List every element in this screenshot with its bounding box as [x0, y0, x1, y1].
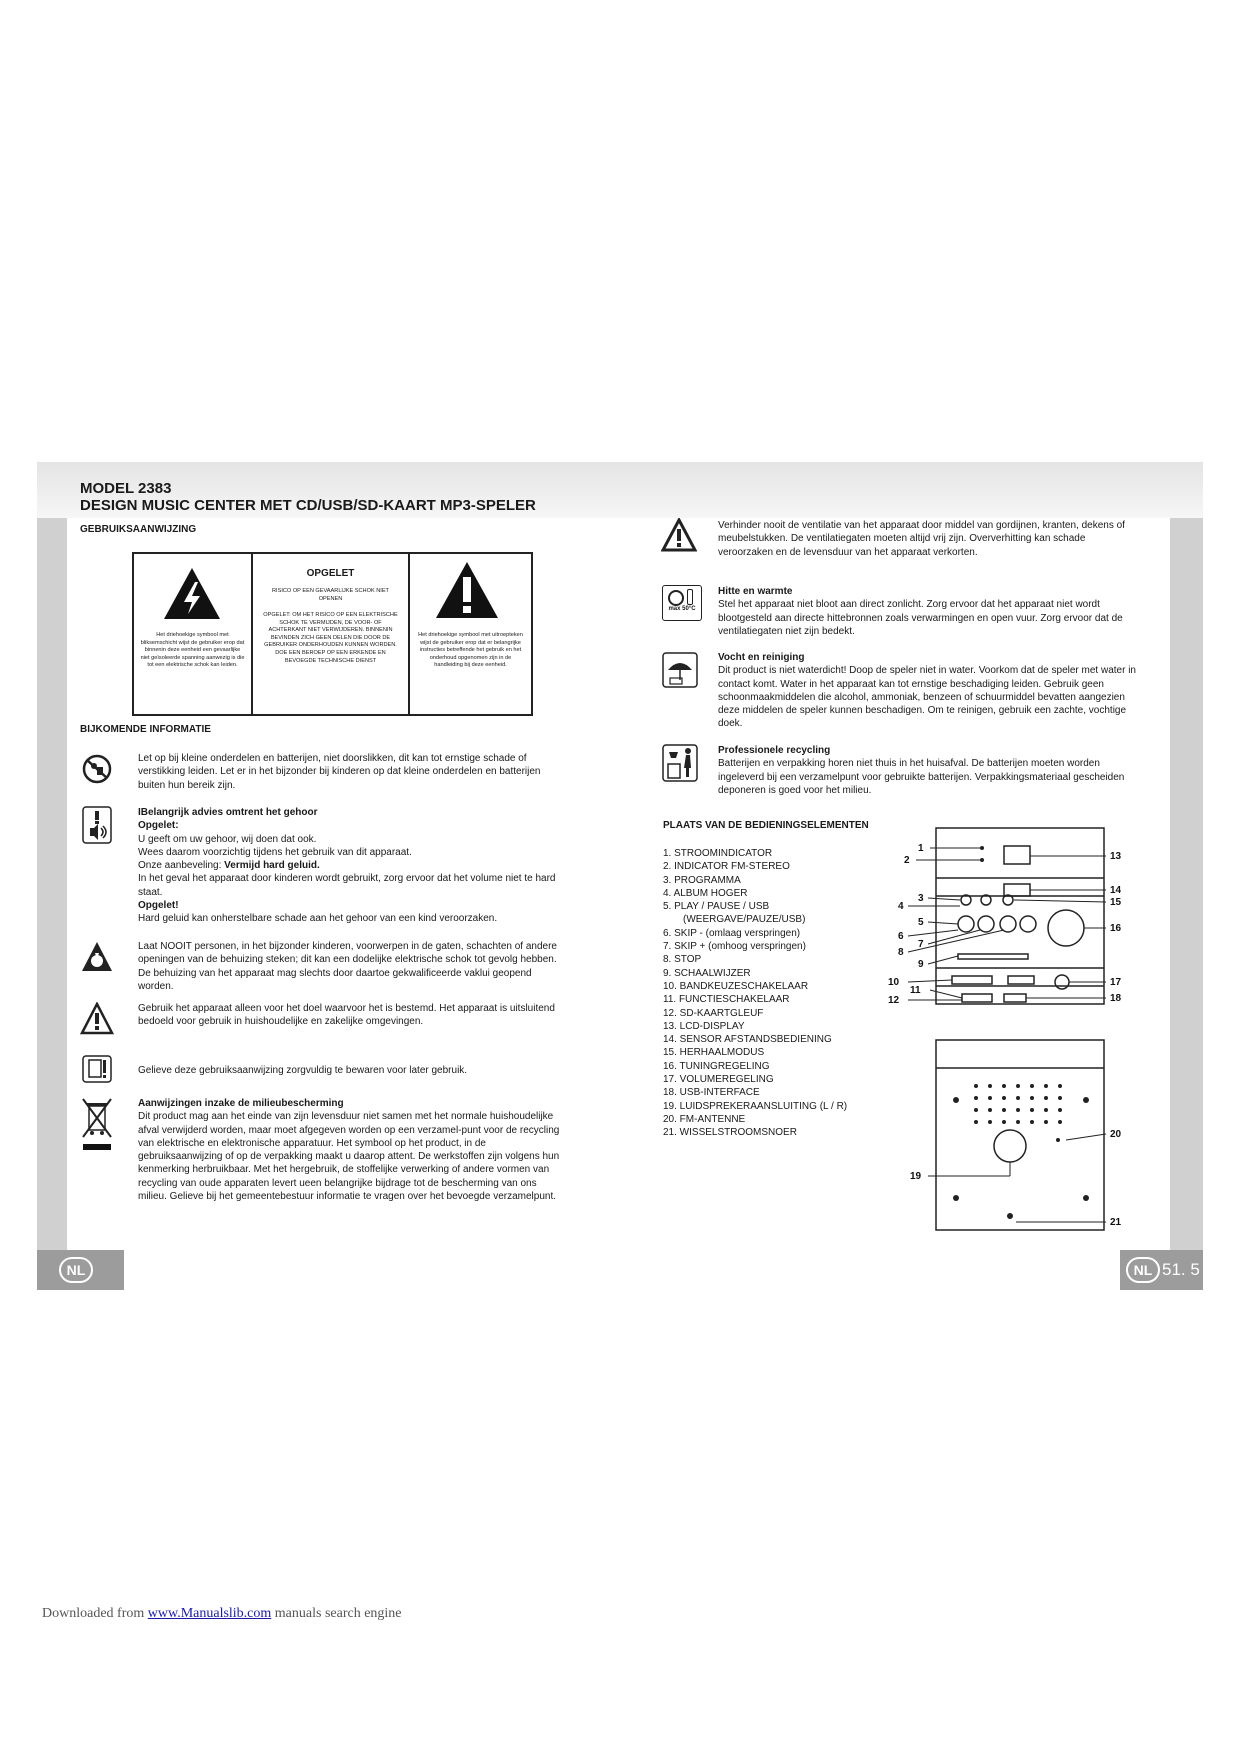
caution-line-2: OPGELET: OM HET RISICO OP EEN ELEKTRISCHE SCHOK TE VERMIJDEN, DE VOOR- OF ACHTERKANT NIET VERWIJDEREN. BINNENIN BEVINDEN ZICH GEEN DELEN DIE DOOR DE GEBRUIKER ONDERHOUDEN KUNNEN WORDEN. DOE EEN BEROEP OP EEN ERKENDE EN BEVOEGDE TECHNISCHE DIENST [263, 612, 398, 664]
list-item: 14. SENSOR AFSTANDSBEDIENING [663, 1034, 832, 1046]
environment-block [138, 1097, 568, 1203]
nl-language-badge: NL [59, 1257, 93, 1283]
list-item: 3. PROGRAMMA [663, 874, 741, 886]
callout-21: 21 [1110, 1217, 1122, 1228]
manual-book-icon [82, 1055, 112, 1083]
recycling-icon [662, 744, 698, 782]
product-name: DESIGN MUSIC CENTER MET CD/USB/SD-KAART MP3-SPELER [80, 497, 536, 514]
nl-language-badge: NL [1126, 1257, 1160, 1283]
hearing-line: In het geval het apparaat door kinderen wordt gebruikt, zorg ervoor dat het volume niet te hard staat. [138, 873, 556, 898]
list-item: 6. SKIP - (omlaag verspringen) [663, 927, 801, 939]
callout-19: 19 [910, 1171, 922, 1182]
electric-shock-warning-icon [80, 940, 114, 974]
safety-warning-box [132, 552, 533, 716]
list-item: 7. SKIP + (omhoog verspringen) [663, 941, 806, 953]
exclamation-warning-cell [410, 554, 531, 714]
moisture-block [718, 651, 1140, 731]
hearing-line: U geeft om uw gehoor, wij doen dat ook. [138, 833, 317, 845]
hearing-warning-icon [82, 806, 112, 844]
callout-6: 6 [898, 931, 904, 942]
list-item: 21. WISSELSTROOMSNOER [663, 1127, 797, 1139]
heat-temperature-icon [662, 585, 702, 621]
controls-list [663, 847, 847, 1140]
callout-8: 8 [898, 947, 904, 958]
list-item: 10. BANDKEUZESCHAKELAAR [663, 980, 809, 992]
callout-2: 2 [904, 855, 910, 866]
caution-text-cell [253, 554, 410, 714]
model-number: MODEL 2383 [80, 480, 172, 497]
lightning-warning-cell [134, 554, 253, 714]
callout-15: 15 [1110, 897, 1122, 908]
list-item: 11. FUNCTIESCHAKELAAR [663, 994, 790, 1006]
recycle-text: Batterijen en verpakking horen niet thuis in het huisafval. De batterijen moeten worden ingeleverd bij een verzamelpunt voor gebruikte batterijen. Verpakkingsmateriaal gescheiden deponeren is goed voor het milieu. [718, 758, 1125, 796]
left-side-band [37, 518, 67, 1263]
hearing-recommendation: Onze aanbeveling: Vermijd hard geluid. [138, 860, 320, 872]
callout-20: 20 [1110, 1129, 1122, 1140]
list-item: 2. INDICATOR FM-STEREO [663, 861, 790, 873]
extra-info-heading: BIJKOMENDE INFORMATIE [80, 724, 211, 735]
ventilation-warning-icon [661, 518, 697, 552]
callout-18: 18 [1110, 993, 1122, 1004]
ventilation-text: Verhinder nooit de ventilatie van het apparaat door middel van gordijnen, kranten, dekens of meubelstukken. De ventilatiegaten moeten altijd vrij zijn. Oververhitting kan schade veroorzaken en de levensduur van het apparaat verkorten. [718, 520, 1125, 558]
lightning-triangle-icon [162, 566, 222, 621]
small-parts-text: Let op bij kleine onderdelen en batterijen, niet doorslikken, dit kan tot ernstige schade of verstikking leiden. Let er in het bijzonder bij kinderen op dat kleine onderdelen en batterijen buiten hun bereik zijn. [138, 753, 541, 791]
moisture-umbrella-icon [662, 652, 698, 688]
device-controls-diagram [870, 818, 1135, 1238]
list-item: 9. SCHAALWIJZER [663, 967, 751, 979]
moisture-text: Dit product is niet waterdicht! Doop de speler niet in water. Voorkom dat de speler met water in contact komt. Water in het apparaat kan tot ernstige beschadiging leiden. Gebruik geen schoonmaakmiddelen die alcohol, ammoniak, benzeen of schuurmiddel bevatten aangezien deze middelen de speler kunnen beschadigen. Om te reinigen, gebruik een zachte, vochtige doek. [718, 665, 1136, 730]
recycle-title: Professionele recycling [718, 745, 831, 756]
hearing-advice-block [138, 806, 578, 926]
hearing-caution-label: Opgelet! [138, 900, 179, 912]
list-item: 1. STROOMINDICATOR [663, 848, 773, 859]
lightning-caption: Het driehoekige symbool met bliksemschicht wijst de gebruiker erop dat binnenin deze eenheid een gevaarlijke niet geïsoleerde spanning aanwezig is die tot een elektrische schok kan leiden. [140, 632, 245, 669]
never-insert-text: Laat NOOIT personen, in het bijzonder kinderen, voorwerpen in de gaten, schachten of andere openingen van de behuizing steken; dit kan een dodelijke elektrische schok tot gevolg hebben. De behuizing van het apparaat mag slechts door daartoe gekwalificeerde vaklui geopend worden. [138, 941, 557, 992]
download-footer: Downloaded from www.Manualslib.com manuals search engine [42, 1606, 402, 1621]
section-heading: GEBRUIKSAANWIJZING [80, 524, 197, 535]
intended-use-text: Gebruik het apparaat alleen voor het doel waarvoor het is bestemd. Het apparaat is uitsluitend bedoeld voor gebruik in huishoudelijke en zakelijke omgevingen. [138, 1003, 555, 1028]
list-item: 16. TUNINGREGELING [663, 1060, 770, 1072]
callout-9: 9 [918, 959, 924, 970]
list-item: 5. PLAY / PAUSE / USB [663, 901, 770, 913]
footer-band-left [37, 1250, 124, 1290]
recycle-block [718, 744, 1140, 797]
callout-12: 12 [888, 995, 900, 1006]
right-side-band [1170, 518, 1203, 1263]
callout-7: 7 [918, 939, 924, 950]
hearing-caution-label: Opgelet: [138, 820, 179, 832]
no-swallow-icon [82, 752, 112, 786]
callout-16: 16 [1110, 923, 1122, 934]
list-item: 18. USB-INTERFACE [663, 1087, 760, 1099]
page-title [80, 480, 536, 514]
callout-4: 4 [898, 901, 904, 912]
environment-title: Aanwijzingen inzake de milieubescherming [138, 1098, 344, 1109]
list-item: 13. LCD-DISPLAY [663, 1020, 745, 1032]
manualslib-link[interactable]: www.Manualslib.com [147, 1606, 272, 1621]
heat-text: Stel het apparaat niet bloot aan direct zonlicht. Zorg ervoor dat het apparaat niet wordt blootgesteld aan directe hittebronnen zoals verwarmingen en open vuur. Zorg ervoor dat de ventilatiegaten niet zijn bedekt. [718, 599, 1123, 637]
callout-14: 14 [1110, 885, 1122, 896]
callout-13: 13 [1110, 851, 1122, 862]
controls-heading: PLAATS VAN DE BEDIENINGSELEMENTEN [663, 820, 869, 831]
page-number: 51. 5 [1162, 1260, 1200, 1279]
list-item: 12. SD-KAARTGLEUF [663, 1007, 764, 1019]
heat-block [718, 585, 1138, 638]
list-item: 20. FM-ANTENNE [663, 1113, 746, 1125]
hearing-line: Wees daarom voorzichtig tijdens het gebruik van dit apparaat. [138, 846, 412, 858]
max-temperature-label: max 50°C [668, 606, 696, 612]
list-item: 19. LUIDSPREKERAANSLUITING (L / R) [663, 1100, 848, 1112]
heat-title: Hitte en warmte [718, 586, 793, 597]
callout-5: 5 [918, 917, 924, 928]
callout-3: 3 [918, 893, 924, 904]
list-item: 15. HERHAALMODUS [663, 1047, 765, 1059]
callout-1: 1 [918, 843, 924, 854]
exclamation-caption: Het driehoekige symbool met uitroepteken wijst de gebruiker erop dat er belangrijke instructies betreffende het gebruik en het onderhoud opgenomen zijn in de handleiding bij deze eenheid. [418, 632, 523, 669]
hearing-line: Hard geluid kan onherstelbare schade aan het gehoor van een kind veroorzaken. [138, 913, 498, 925]
environment-text: Dit product mag aan het einde van zijn levensduur niet samen met het normale huishoudelijke afval verwijderd worden, maar moet afgegeven worden op een verzamel-punt voor de recycling van elektrische en elektronische apparatuur. Het symbool op het product, in de gebruiksaanwijzing of op de verpakking maakt u daarop attent. De werkstoffen zijn volgens hun kenmerking herbruikbaar. Met het hergebruik, de stoffelijke verwerking of andere vormen van recycling van oude apparaten levert ueen belangrijke bijdrage tot de bescherming van ons milieu. Gelieve bij het gemeentebestuur informatie te vragen over het bevoegde verzamelpunt. [138, 1111, 560, 1203]
list-item: 4. ALBUM HOGER [663, 887, 748, 899]
moisture-title: Vocht en reiniging [718, 652, 805, 663]
hearing-title: IBelangrijk advies omtrent het gehoor [138, 807, 318, 818]
footer-band-right [1120, 1250, 1203, 1290]
intended-use-warning-icon [80, 1002, 114, 1036]
list-item: 8. STOP [663, 954, 702, 966]
callout-11: 11 [910, 985, 921, 996]
list-item: (WEERGAVE/PAUZE/USB) [683, 914, 806, 926]
caution-title: OPGELET [306, 568, 355, 579]
keep-manual-text: Gelieve deze gebruiksaanwijzing zorgvuldig te bewaren voor later gebruik. [138, 1065, 468, 1076]
crossed-bin-weee-icon [80, 1096, 114, 1154]
callout-17: 17 [1110, 977, 1122, 988]
exclamation-triangle-icon [434, 560, 500, 620]
callout-10: 10 [888, 977, 900, 988]
caution-line-1: RISICO OP EEN GEVAARLIJKE SCHOK NIET OPENEN [272, 588, 389, 602]
list-item: 17. VOLUMEREGELING [663, 1074, 774, 1086]
